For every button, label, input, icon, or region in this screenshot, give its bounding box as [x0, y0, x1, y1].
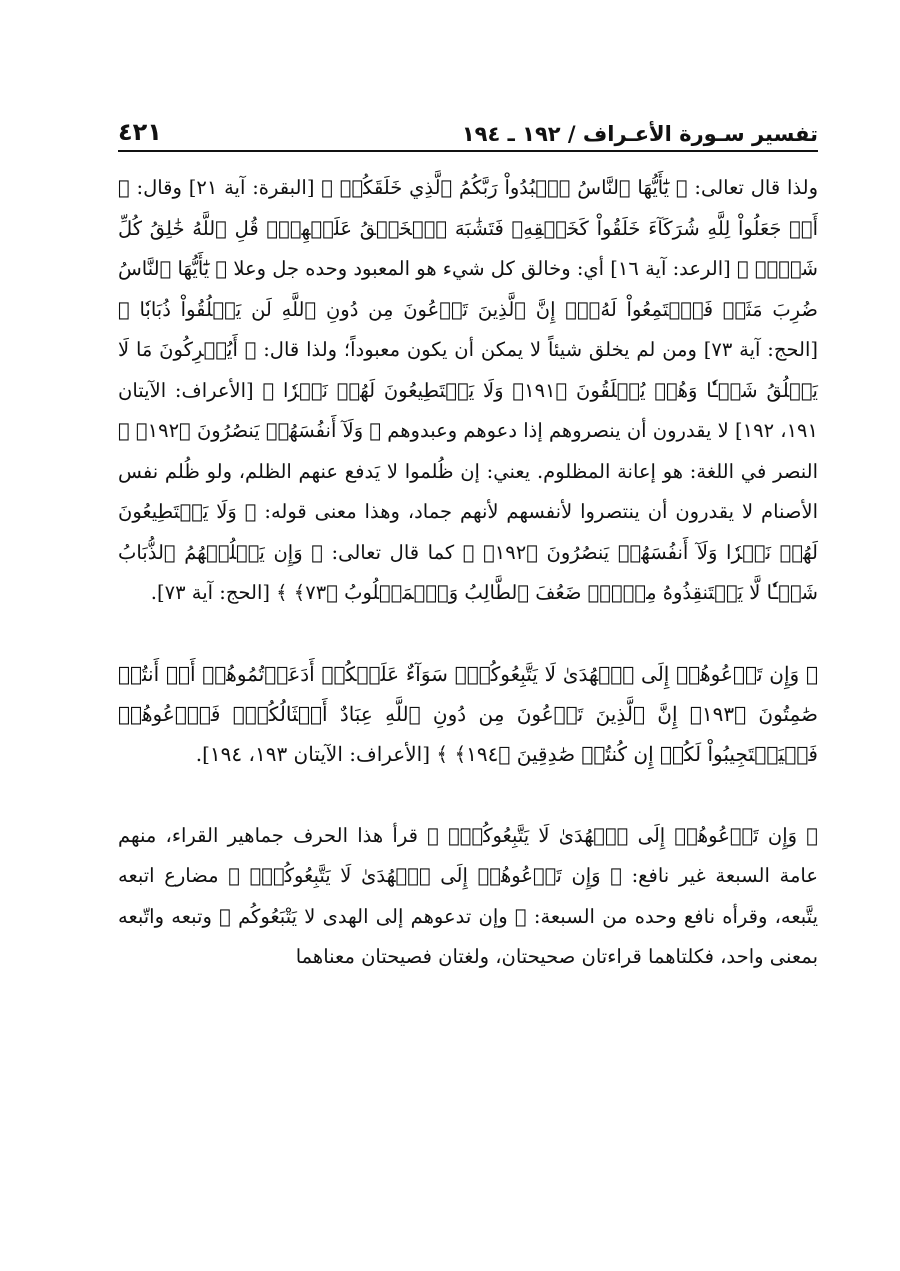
commentary-paragraph-2: ﴿ وَإِن تَدۡعُوهُمۡ إِلَى ٱلۡهُدَىٰ لَا يَتَّبِعُوكُمۡۚ ﴾ قرأ هذا الحرف جماهير القراء، منهم عامة السبعة غير نافع: ﴿ وَإِن تَدۡعُوهُمۡ إِلَى ٱلۡهُدَىٰ لَا يَتَّبِعُوكُمۡۚ ﴾ مضارع اتبعه يتَّبعه، وقرأه نافع وحده من السبعة: ﴿ وإن تدعوهم إلى الهدى لا يَتْبَعُوكُم ﴾ وتبعه واتّبعه بمعنى واحد، فكلتاهما قراءتان صحيحتان، ولغتان فصيحتان معناهما — [118, 823, 818, 968]
running-title: تفسير سـورة الأعـراف / ١٩٢ ـ ١٩٤ — [461, 122, 818, 146]
quran-verse-block: ﴿ وَإِن تَدۡعُوهُمۡ إِلَى ٱلۡهُدَىٰ لَا يَتَّبِعُوكُمۡۚ سَوَآءٌ عَلَيۡكُمۡ أَدَعَوۡتُمُوهُمۡ أَمۡ أَنتُمۡ صَٰمِتُونَ ﴿١٩٣﴾ إِنَّ ٱلَّذِينَ تَدۡعُونَ مِن دُونِ ٱللَّهِ عِبَادٌ أَمۡثَالُكُمۡۖ فَٱدۡعُوهُمۡ فَلۡيَسۡتَجِيبُواْ لَكُمۡ إِن كُنتُمۡ صَٰدِقِينَ ﴿١٩٤﴾ ﴾ [الأعراف: الآيتان ١٩٣، ١٩٤]. — [118, 661, 818, 766]
page-number: ٤٢١ — [118, 118, 162, 146]
page-header — [118, 108, 818, 152]
commentary-paragraph-1: ولذا قال تعالى: ﴿ يَٰٓأَيُّهَا ٱلنَّاسُ ٱعۡبُدُواْ رَبَّكُمُ ٱلَّذِي خَلَقَكُمۡ ﴾ [البقرة: آية ٢١] وقال: ﴿ أَمۡ جَعَلُواْ لِلَّهِ شُرَكَآءَ خَلَقُواْ كَخَلۡقِهِۦ فَتَشَٰبَهَ ٱلۡخَلۡقُ عَلَيۡهِمۡۚ قُلِ ٱللَّهُ خَٰلِقُ كُلِّ شَيۡءٖ ﴾ [الرعد: آية ١٦] أي: وخالق كل شيء هو المعبود وحده جل وعلا ﴿ يَٰٓأَيُّهَا ٱلنَّاسُ ضُرِبَ مَثَلٞ فَٱسۡتَمِعُواْ لَهُۥٓۚ إِنَّ ٱلَّذِينَ تَدۡعُونَ مِن دُونِ ٱللَّهِ لَن يَخۡلُقُواْ ذُبَابٗا ﴾ [الحج: آية ٧٣] ومن لم يخلق شيئاً لا يمكن أن يكون معبوداً؛ ولذا قال: ﴿ أَيُشۡرِكُونَ مَا لَا يَخۡلُقُ شَيۡـٔٗا وَهُمۡ يُخۡلَقُونَ ﴿١٩١﴾ وَلَا يَسۡتَطِيعُونَ لَهُمۡ نَصۡرٗا ﴾ [الأعراف: الآيتان ١٩١، ١٩٢] لا يقدرون أن ينصروهم إذا دعوهم وعبدوهم ﴿ وَلَآ أَنفُسَهُمۡ يَنصُرُونَ ﴿١٩٢﴾ ﴾ النصر في اللغة: هو إعانة المظلوم. يعني: إن ظُلموا لا يَدفع عنهم الظلم، ولو ظُلم نفس الأصنام لا يقدرون أن ينتصروا لأنفسهم لأنهم جماد، وهذا معنى قوله: ﴿ وَلَا يَسۡتَطِيعُونَ لَهُمۡ نَصۡرٗا وَلَآ أَنفُسَهُمۡ يَنصُرُونَ ﴿١٩٢﴾ ﴾ كما قال تعالى: ﴿ وَإِن يَسۡلُبۡهُمُ ٱلذُّبَابُ شَيۡـٔٗا لَّا يَسۡتَنقِذُوهُ مِنۡهُۚ ضَعُفَ ٱلطَّالِبُ وَٱلۡمَطۡلُوبُ ﴿٧٣﴾ ﴾ [الحج: آية ٧٣]. — [118, 176, 819, 604]
page-body — [118, 168, 818, 978]
book-page — [118, 108, 818, 1208]
